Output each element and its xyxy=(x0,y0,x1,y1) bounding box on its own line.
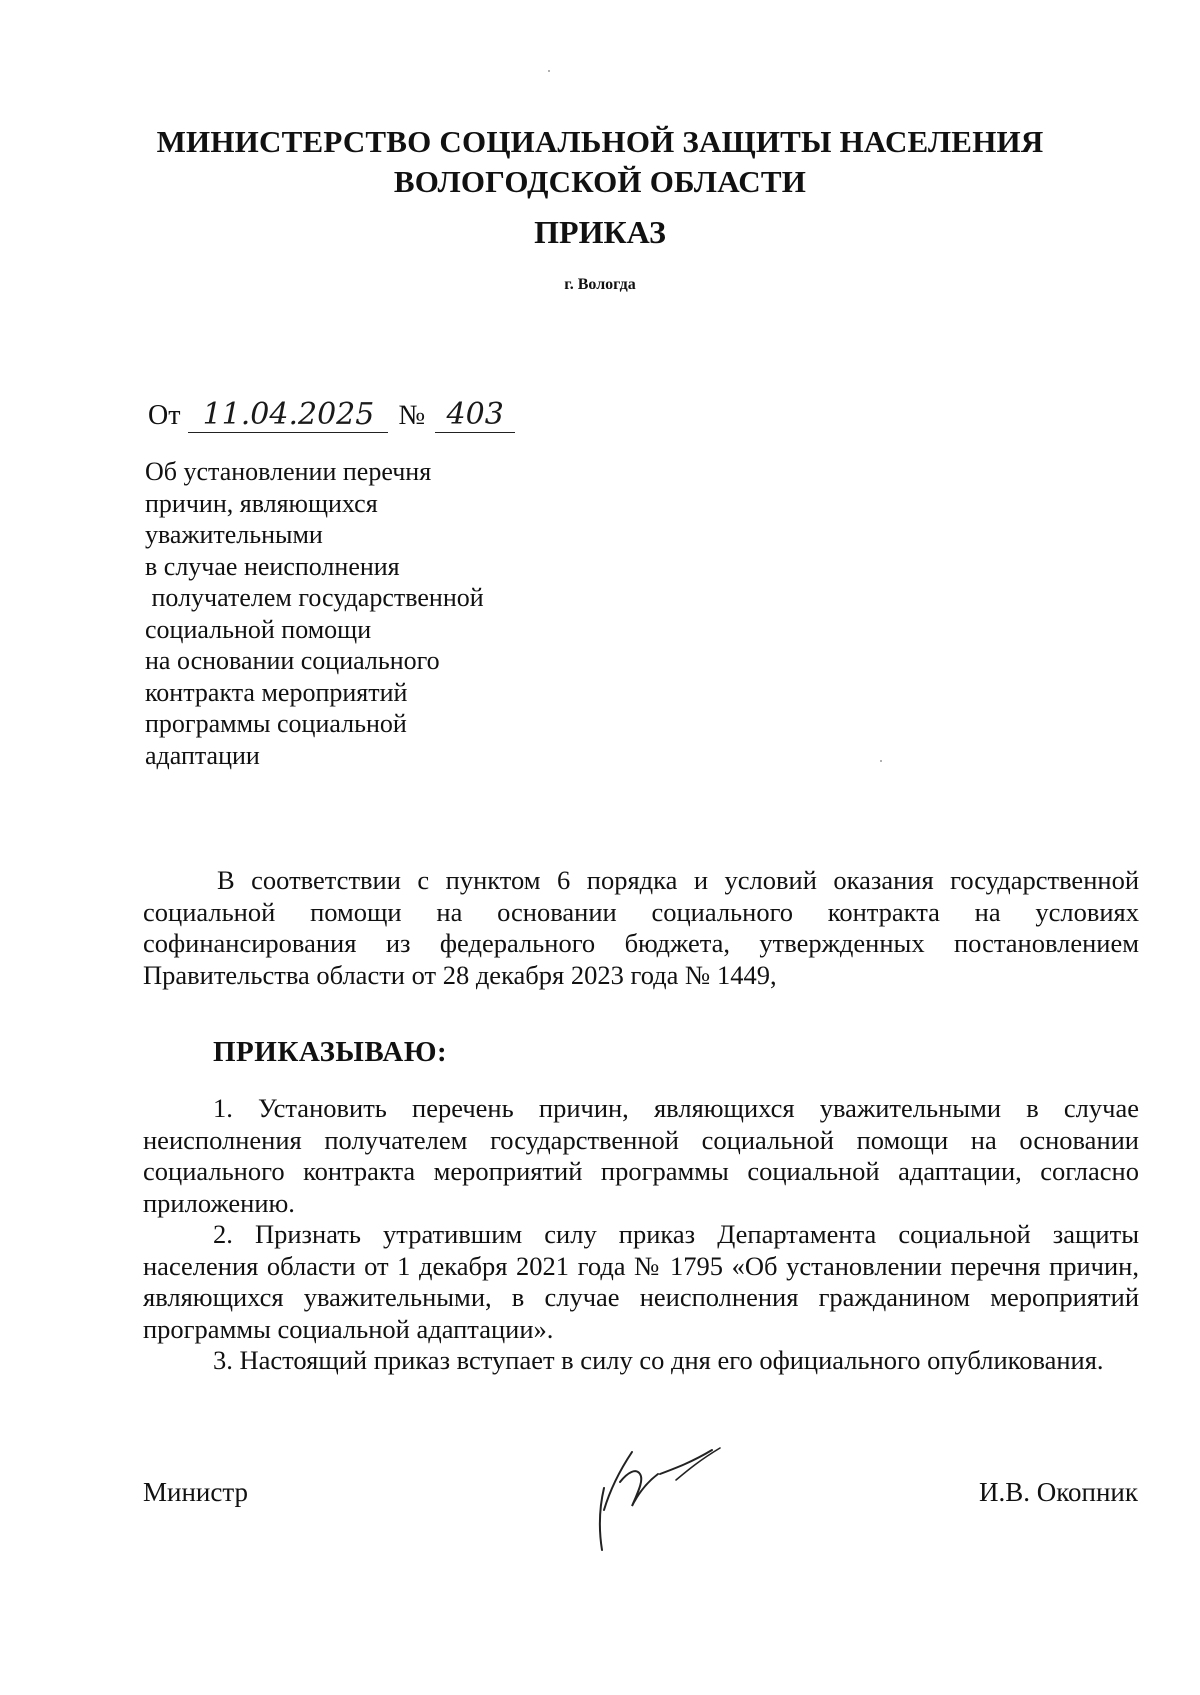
preamble-paragraph: В соответствии с пунктом 6 порядка и условий оказания государственной социальной помощи на основании социального контракта на условиях софинансирования из федерального бюджета, утвержденных постановлением Правительства области от 28 декабря 2023 года № 1449, xyxy=(143,865,1139,990)
document-type: ПРИКАЗ xyxy=(534,214,666,250)
subject-line: контракта мероприятий xyxy=(145,677,408,707)
subject-line: причин, являющихся xyxy=(145,488,378,518)
order-item: 2. Признать утратившим силу приказ Департамента социальной защиты населения области от 1 декабря 2021 года № 1795 «Об установлении перечня причин, являющихся уважительными, в случае неисполнения гражданином мероприятий программы социальной адаптации». xyxy=(143,1219,1139,1344)
scan-speck xyxy=(880,760,882,762)
ministry-line-1: МИНИСТЕРСТВО СОЦИАЛЬНОЙ ЗАЩИТЫ НАСЕЛЕНИЯ xyxy=(156,124,1044,159)
subject-line: получателем государственной xyxy=(145,583,484,612)
scan-speck xyxy=(548,70,550,72)
subject-line: Об установлении перечня xyxy=(145,457,432,486)
subject-line: на основании социального xyxy=(145,646,440,675)
subject-line: программы социальной xyxy=(145,709,407,738)
order-word: ПРИКАЗЫВАЮ: xyxy=(213,1036,448,1068)
order-item: 3. Настоящий приказ вступает в силу со дня его официального опубликования. xyxy=(213,1345,1104,1375)
ministry-header xyxy=(0,122,1200,202)
handwritten-number: 403 xyxy=(435,398,515,433)
order-items xyxy=(143,1093,1139,1377)
ministry-line-2: ВОЛОГОДСКОЙ ОБЛАСТИ xyxy=(393,164,807,199)
order-item: 1. Установить перечень причин, являющихся уважительными в случае неисполнения получателем государственной социальной помощи на основании социального контракта мероприятий программы социальной адаптации, согласно приложению. xyxy=(143,1093,1139,1218)
handwritten-signature xyxy=(580,1410,740,1560)
number-label: № xyxy=(398,400,426,431)
handwritten-date: 11.04.2025 xyxy=(188,398,388,433)
date-number-line xyxy=(148,398,515,433)
document-subject xyxy=(145,456,484,771)
city: г. Вологда xyxy=(564,276,636,293)
from-label: От xyxy=(148,400,181,431)
subject-line: в случае неисполнения xyxy=(145,551,400,581)
subject-line: уважительными xyxy=(145,520,323,549)
signatory-name: И.В. Окопник xyxy=(979,1477,1138,1507)
subject-line: адаптации xyxy=(145,740,260,770)
signatory-title: Министр xyxy=(143,1477,248,1507)
subject-line: социальной помощи xyxy=(145,614,372,644)
